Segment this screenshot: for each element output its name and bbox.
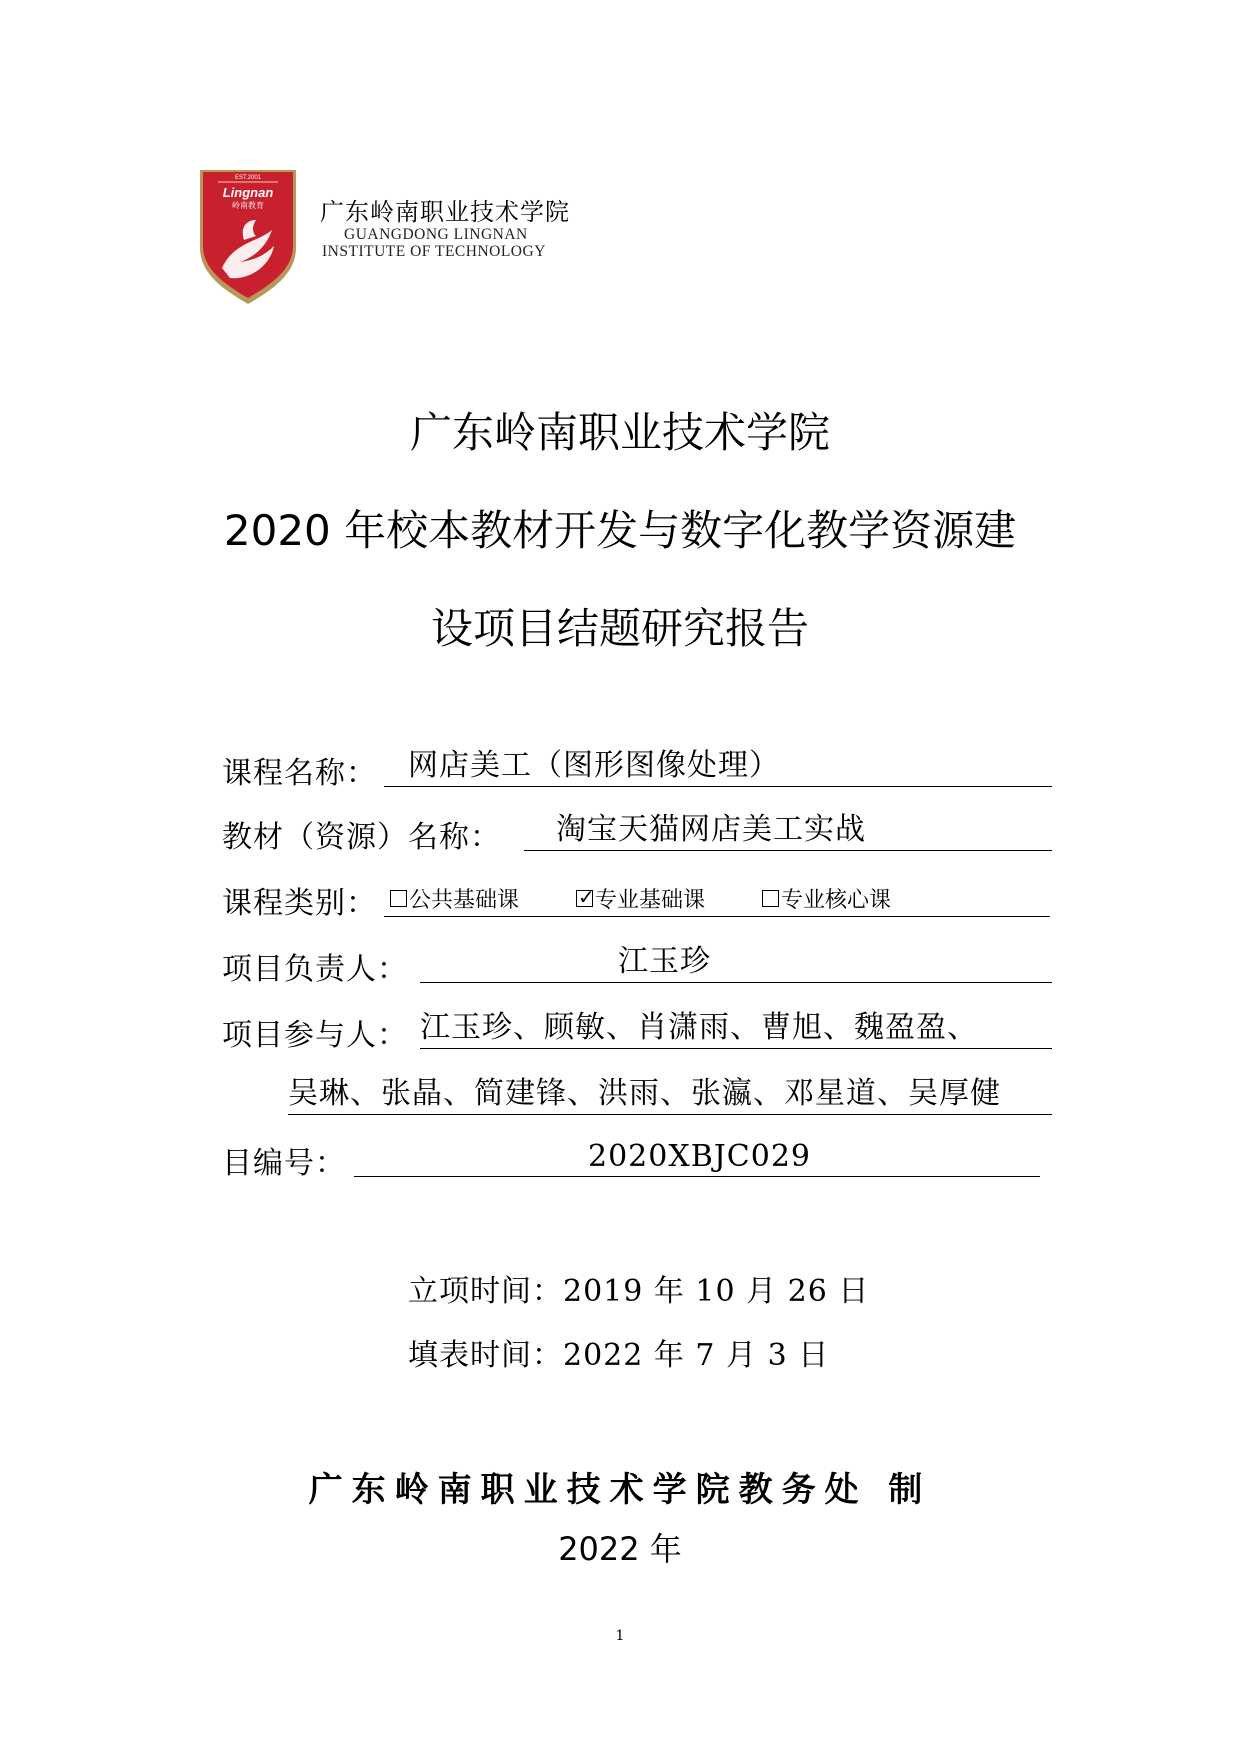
fill-date: 填表时间：2022 年 7 月 3 日 <box>408 1338 830 1373</box>
badge-est-text: EST.2001 <box>234 175 262 181</box>
institution-logo <box>200 170 600 310</box>
project-leader-label: 项目负责人： <box>222 952 408 987</box>
title-line3: 设项目结题研究报告 <box>430 604 809 653</box>
project-number-field <box>354 1136 1040 1177</box>
page-number: 1 <box>615 1628 625 1644</box>
issue-year: 2022 年 <box>558 1530 682 1568</box>
participants-value-line2: 吴琳、张晶、简建锋、洪雨、张瀛、邓星道、吴厚健 <box>288 1076 1001 1111</box>
material-name-field <box>524 810 1052 851</box>
category-option-label: 专业基础课 <box>595 888 706 913</box>
logo-name-en-line2: INSTITUTE OF TECHNOLOGY <box>322 243 546 260</box>
approval-date: 立项时间：2019 年 10 月 26 日 <box>408 1274 870 1309</box>
participants-label: 项目参与人： <box>222 1018 408 1053</box>
issuer-text: 广东岭南职业技术学院教务处 制 <box>308 1470 932 1510</box>
course-name-field <box>384 746 1052 787</box>
shield-emblem-icon <box>200 170 296 304</box>
checkbox-checked-icon <box>576 890 593 907</box>
participants-field-line2 <box>288 1074 1052 1115</box>
title-line2: 2020 年校本教材开发与数字化教学资源建 <box>223 506 1017 555</box>
project-number-label: 目编号： <box>222 1146 346 1181</box>
category-option-label: 公共基础课 <box>409 888 520 913</box>
logo-name-cn: 广东岭南职业技术学院 <box>320 198 570 226</box>
checkbox-unchecked-icon <box>390 890 407 907</box>
title-line1: 广东岭南职业技术学院 <box>409 408 830 457</box>
participants-field-line1 <box>420 1008 1052 1049</box>
category-option-label: 专业核心课 <box>781 888 892 913</box>
category-option-professional-basic <box>576 883 705 914</box>
material-name-label: 教材（资源）名称： <box>222 820 501 855</box>
project-leader-field <box>420 942 1052 983</box>
course-category-label: 课程类别： <box>222 886 377 921</box>
project-leader-value: 江玉珍 <box>618 944 711 979</box>
category-option-public <box>390 883 519 914</box>
logo-name-en-line1: GUANGDONG LINGNAN <box>344 226 528 243</box>
material-name-value: 淘宝天猫网店美工实战 <box>556 812 866 847</box>
badge-cn-text: 岭南教育 <box>232 201 264 210</box>
course-name-value: 网店美工（图形图像处理） <box>408 748 780 783</box>
checkbox-unchecked-icon <box>762 890 779 907</box>
participants-value-line1: 江玉珍、顾敏、肖潇雨、曹旭、魏盈盈、 <box>420 1010 978 1045</box>
course-name-label: 课程名称： <box>222 756 377 791</box>
category-option-professional-core <box>762 883 891 914</box>
badge-name-text: Lingnan <box>222 185 274 200</box>
project-number-value: 2020XBJC029 <box>588 1139 811 1174</box>
course-category-field <box>384 876 1050 917</box>
